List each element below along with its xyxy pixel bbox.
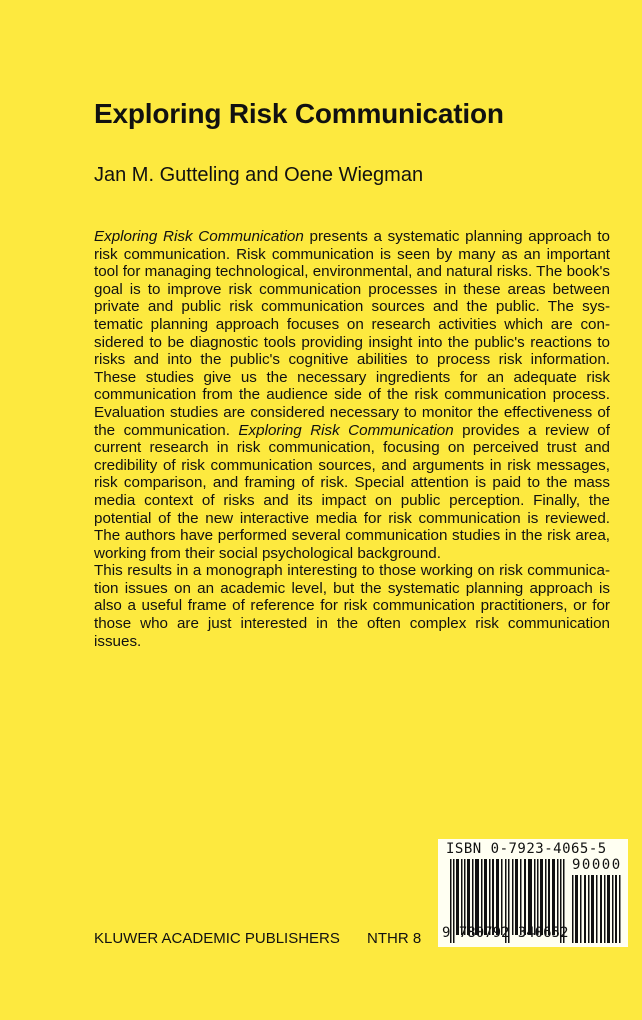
book-authors: Jan M. Gutteling and Oene Wiegman — [94, 164, 424, 186]
back-cover-blurb — [94, 228, 610, 650]
publisher-name: KLUWER ACADEMIC PUBLISHERS — [94, 930, 340, 947]
isbn-label: ISBN 0-7923-4065-5 — [446, 841, 607, 857]
isbn-barcode — [438, 839, 628, 947]
blurb-italic-title: Exploring Risk Communication — [238, 421, 454, 439]
blurb-text: provides a review of current research in risk communication, focusing on perceived trust and credibility of risk communication sources, and arguments in risk messages, risk comparison, and framing of risk. Special attention is paid to the mass media context of risks and its impact on public perception. Finally, the potential of the new interactive media for risk communication is reviewed. The authors have performed several communication studies in the risk area, working from their social psychological background. — [94, 421, 610, 562]
blurb-paragraph-2: This results in a monograph interesting to those working on risk communication issues on an academic level, but the systematic planning approach is also a useful frame of reference for risk communication practitioners, or for those who are just interested in the often complex risk communication issues. — [94, 562, 610, 650]
blurb-italic-title: Exploring Risk Communication — [94, 228, 304, 245]
blurb-text: presents a systematic planning approach to risk communication. Risk communication is seen by many as an important tool for managing technological, environmental, and natural risks. The book's goal is to improve risk communication processes in these areas between private and public risk communication sources and the public. The systematic planning approach focuses on research activities which are considered to be diagnostic tools providing insight into the public's reactions to risks and into the public's cognitive abilities to process risk information. These studies give us the necessary ingredients for an adequate risk communication from the audience side of the risk communication process. Evaluation studies are considered necessary to monitor the effectiveness of the communication. — [94, 228, 610, 439]
ean-digits: 9 780792 340652 — [442, 925, 569, 941]
book-title: Exploring Risk Communication — [94, 98, 504, 129]
blurb-paragraph-1 — [94, 228, 610, 562]
price-addon-label: 90000 — [572, 857, 622, 873]
addon-barcode-bars — [572, 875, 622, 943]
series-label: NTHR 8 — [367, 930, 422, 947]
